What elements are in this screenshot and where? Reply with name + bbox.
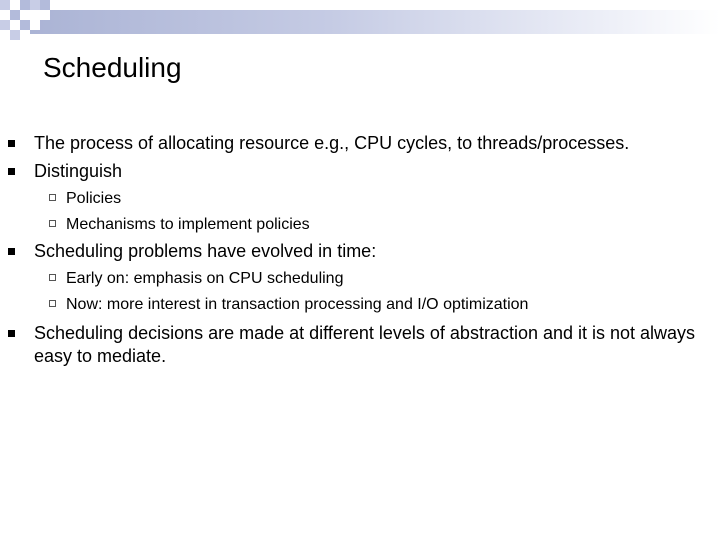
checker-square (20, 20, 30, 30)
hollow-square-icon (49, 300, 56, 307)
bullet-item (34, 240, 706, 263)
checker-square (0, 10, 10, 20)
checker-square (10, 0, 20, 10)
bullet-text: The process of allocating resource e.g., CPU cycles, to threads/processes. (34, 133, 630, 153)
checker-square (30, 0, 40, 10)
filled-square-icon (8, 140, 15, 147)
hollow-square-icon (49, 194, 56, 201)
bullet-item (34, 160, 706, 183)
checker-square (20, 0, 30, 10)
checker-square (40, 10, 50, 20)
checker-square (30, 10, 40, 20)
checker-square (10, 10, 20, 20)
checker-square (20, 30, 30, 40)
sub-bullet-item (66, 189, 121, 209)
bullet-text: Scheduling problems have evolved in time: (34, 241, 377, 261)
sub-bullet-text: Policies (66, 190, 122, 207)
checker-square (0, 20, 10, 30)
checker-square (0, 0, 10, 10)
bullet-item (34, 322, 706, 368)
bullet-item (34, 132, 706, 155)
checker-square (0, 30, 10, 40)
filled-square-icon (8, 248, 15, 255)
sub-bullet-text: Now: more interest in transaction processing and I/O optimization (66, 296, 529, 313)
sub-bullet-text: Mechanisms to implement policies (66, 216, 310, 233)
bullet-text: Scheduling decisions are made at different levels of abstraction and it is not always easy to mediate. (34, 323, 696, 366)
checker-square (10, 20, 20, 30)
filled-square-icon (8, 168, 15, 175)
sub-bullet-text: Early on: emphasis on CPU scheduling (66, 270, 344, 287)
checker-square (10, 30, 20, 40)
sub-bullet-item (66, 215, 310, 235)
filled-square-icon (8, 330, 15, 337)
bullet-text: Distinguish (34, 161, 123, 181)
header-gradient (10, 10, 720, 34)
decorative-header-band (0, 0, 720, 44)
hollow-square-icon (49, 220, 56, 227)
checker-square (20, 10, 30, 20)
checker-square (40, 0, 50, 10)
slide-title: Scheduling (43, 52, 182, 83)
hollow-square-icon (49, 274, 56, 281)
checker-square (30, 20, 40, 30)
sub-bullet-item (66, 269, 343, 289)
sub-bullet-item (66, 295, 528, 315)
